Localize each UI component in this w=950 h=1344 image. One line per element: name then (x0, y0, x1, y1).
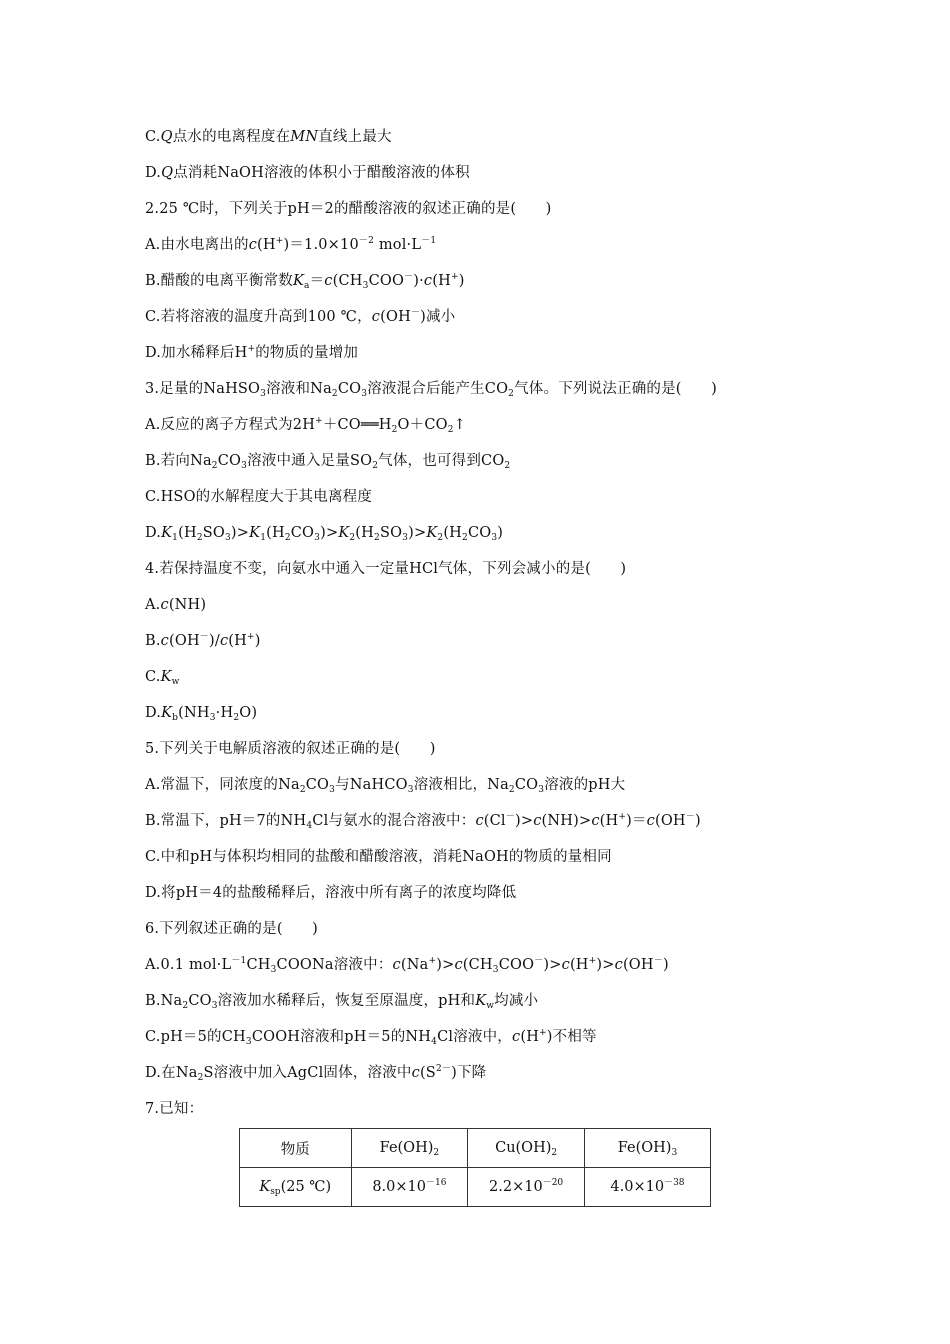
option-3c: C.HSO的水解程度大于其电离程度 (145, 489, 373, 505)
option-4b: B.c(OH－)/c(H+) (145, 632, 261, 649)
option-1c: C.Q点水的电离程度在MN直线上最大 (145, 129, 392, 145)
option-3d: $D.K_1(H_2SO_3)>K_1(H_2CO_3)>K_2(H_2SO_3)>K_2(H_2CO_3)$ (145, 525, 504, 543)
option-6a: A.0.1 $mol\cdot L^{-1}CH_3COONa$溶液中：$c(Na^+)>c(CH_3COO^-)>c(H^+)>c(OH^-)$ (145, 956, 669, 975)
option-5a: A.常温下，同浓度的$Na_2CO_3$与NaHCO$_3$溶液相比，$Na_2CO_3$溶液的pH大 (145, 777, 626, 795)
table-row-label: $K_{sp}(25$ ℃) (240, 1168, 352, 1207)
option-1d: D.Q点消耗NaOH溶液的体积小于醋酸溶液的体积 (145, 165, 470, 181)
option-4a: A.c(NH) (145, 597, 207, 613)
question-6: 6.下列叙述正确的是( ) (145, 921, 318, 937)
option-6c: C.pH＝5的$CH_3COOH$溶液和pH＝5的$NH_4Cl$溶液中，c(H+)不相等 (145, 1028, 597, 1047)
table-cell: $4.0\times 10^{-38}$ (584, 1168, 710, 1207)
table-cell: $8.0\times 10^{-16}$ (351, 1168, 468, 1207)
option-3a: A.反应的离子方程式为$2H^++CO══H_2O+CO_2↑$ (145, 416, 467, 435)
option-2d: D.加水稀释后H+的物质的量增加 (145, 344, 359, 361)
question-3: 3.足量的NaHSO$_3$溶液和$Na_2CO_3$溶液混合后能产生$CO_2$气体。下列说法正确的是( ) (145, 381, 717, 399)
option-3b: B.若向$Na_2CO_3$溶液中通入足量$SO_2$气体，也可得到$CO_2$ (145, 453, 511, 471)
question-5: 5.下列关于电解质溶液的叙述正确的是( ) (145, 741, 436, 757)
table-header-cell: $Fe(OH)_3$ (584, 1129, 710, 1168)
option-6b: $B.Na_2CO_3$溶液加水稀释后，恢复至原温度，pH和$K_w$均减小 (145, 993, 539, 1011)
table-cell: $2.2\times 10^{-20}$ (468, 1168, 585, 1207)
table-header-cell: $Cu(OH)_2$ (468, 1129, 585, 1168)
table-header-row (240, 1129, 711, 1168)
table-row (240, 1168, 711, 1207)
question-4: 4.若保持温度不变，向氨水中通入一定量HCl气体，下列会减小的是( ) (145, 561, 627, 577)
ksp-table (239, 1128, 711, 1207)
question-7: 7.已知： (145, 1101, 204, 1117)
option-2c: C.若将溶液的温度升高到100 ℃，c(OH－)减小 (145, 308, 456, 325)
option-4c: $C.K_w$ (145, 669, 180, 687)
option-5c: C.中和pH与体积均相同的盐酸和醋酸溶液，消耗NaOH的物质的量相同 (145, 849, 612, 865)
option-6d: D.在$Na_2S$溶液中加入AgCl固体，溶液中$c(S^{2-})$下降 (145, 1064, 487, 1083)
option-2b: B.醋酸的电离平衡常数$K_a=c(CH_3COO^-)\cdot c(H^+)$ (145, 272, 465, 291)
table-header-cell: 物质 (240, 1129, 352, 1168)
option-5b: B.常温下，pH＝7的$NH_4Cl$与氨水的混合溶液中：c(Cl－)>c(NH)>c(H+)＝c(OH－) (145, 812, 701, 831)
option-2a: A.由水电离出的$c(H^+)=1.0\times 10^{-2}$ $mol\cdot L^{-1}$ (145, 236, 437, 253)
table-header-cell: $Fe(OH)_2$ (351, 1129, 468, 1168)
option-4d: $D.K_b(NH_3\cdot H_2O)$ (145, 705, 258, 723)
option-5d: D.将pH＝4的盐酸稀释后，溶液中所有离子的浓度均降低 (145, 885, 517, 901)
question-2: 2.25 ℃时，下列关于pH＝2的醋酸溶液的叙述正确的是( ) (145, 201, 552, 217)
